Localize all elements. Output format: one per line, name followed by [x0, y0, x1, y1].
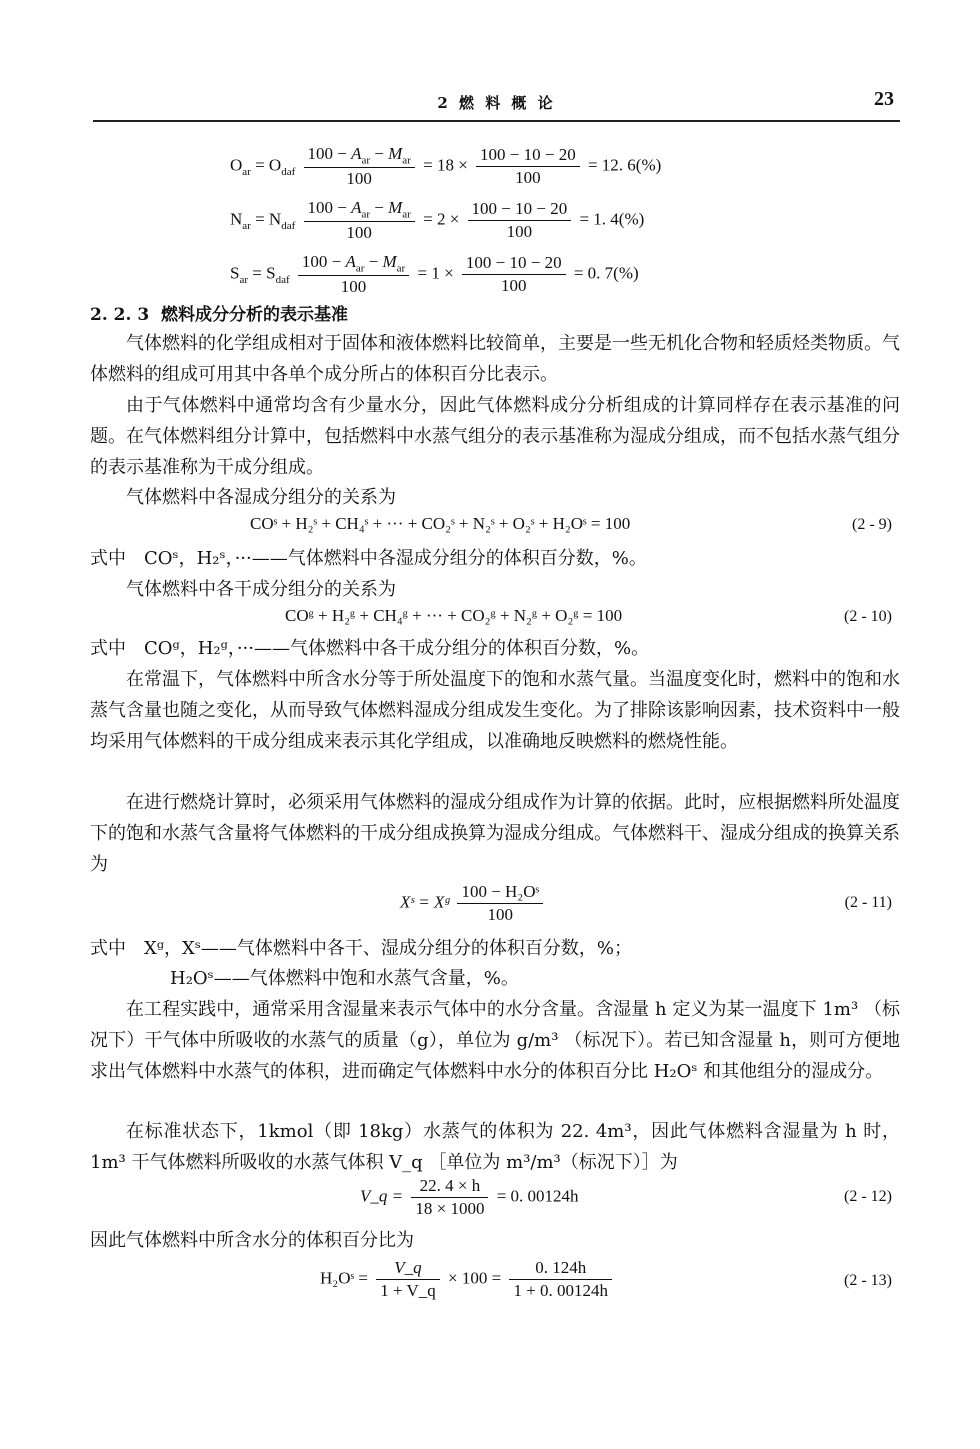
- equation-nitrogen: $N_{ar} = N_{daf}$ $\frac{100 - A_{ar} - M_{ar}}{100}$ = 2 × $\frac{100 - 10 - 20}{100}$ = 1. 4(%): [230, 198, 645, 243]
- equation-oxygen: $O_{ar} = O_{daf}$ $\frac{100 - A_{ar} - M_{ar}}{100}$ = 18 × $\frac{100 - 10 - 20}{100}$ = 12. 6(%): [230, 144, 662, 189]
- paragraph-1: 气体燃料的化学组成相对于固体和液体燃料比较简单，主要是一些无机化合物和轻质烃类物质。气体燃料的组成可用其中各单个成分所占的体积百分比表示。: [90, 333, 900, 385]
- paragraph-8: 在标准状态下，1kmol（即 18kg）水蒸气的体积为 22. 4m³，因此气体燃料含湿量为 h 时，1m³ 干气体燃料所吸收的水蒸气体积 V_q ［单位为 m³/m³（标况下）］为: [90, 1121, 900, 1173]
- equation-2-11: Xˢ = Xᵍ $\frac{\text{100 − H₂Oˢ}}{100}$ (2 - 11): [400, 882, 892, 924]
- paragraph-6: 在进行燃烧计算时，必须采用气体燃料的湿成分组成作为计算的依据。此时，应根据燃料所处温度下的饱和水蒸气含量将气体燃料的干成分组成换算为湿成分组成。气体燃料干、湿成分组成的换算关系为: [90, 792, 900, 875]
- where-2-10: 式中 COᵍ，H₂ᵍ，···——气体燃料中各干成分组分的体积百分数，%。: [90, 638, 650, 659]
- equation-2-10: COᵍ + H₂ᵍ + CH₄ᵍ + ··· + CO₂ᵍ + N₂ᵍ + O₂ᵍ = 100 (2 - 10): [285, 606, 892, 625]
- paragraph-5: 在常温下，气体燃料中所含水分等于所处温度下的饱和水蒸气量。当温度变化时，燃料中的饱和水蒸气含量也随之变化，从而导致气体燃料湿成分组成发生变化。为了排除该影响因素，技术资料中一般均采用气体燃料的干成分组成来表示其化学组成，以准确地反映燃料的燃烧性能。: [90, 669, 900, 752]
- equation-2-12: V_q = $\frac{22. 4 \times h}{18 \times 1000}$ = 0. 00124h (2 - 12): [360, 1176, 892, 1218]
- paragraph-3: 气体燃料中各湿成分组分的关系为: [126, 487, 396, 508]
- where-2-9: 式中 COˢ，H₂ˢ，···——气体燃料中各湿成分组分的体积百分数，%。: [90, 548, 647, 569]
- paragraph-7: 在工程实践中，通常采用含湿量来表示气体中的水分含量。含湿量 h 定义为某一温度下 1m³ （标况下）干气体中所吸收的水蒸气的质量（g），单位为 g/m³ （标况下）。若已知含湿量 h，则可方便地求出气体燃料中水蒸气的体积，进而确定气体燃料中水分的体积百分比 H₂Oˢ 和其他组分的湿成分。: [90, 999, 900, 1082]
- where-2-11-b: H₂Oˢ——气体燃料中饱和水蒸气含量，%。: [170, 968, 519, 989]
- paragraph-4: 气体燃料中各干成分组分的关系为: [126, 579, 396, 600]
- paragraph-2: 由于气体燃料中通常均含有少量水分，因此气体燃料成分分析组成的计算同样存在表示基准的问题。在气体燃料组分计算中，包括燃料中水蒸气组分的表示基准称为湿成分组成，而不包括水蒸气组分的表示基准称为干成分组成。: [90, 395, 900, 478]
- running-header: [93, 88, 900, 122]
- equation-2-9: COˢ + H₂ˢ + CH₄ˢ + ··· + CO₂ˢ + N₂ˢ + O₂ˢ + H₂Oˢ = 100 (2 - 9): [250, 514, 892, 533]
- section-heading: 2. 2. 3 燃料成分分析的表示基准: [90, 305, 349, 325]
- paragraph-9: 因此气体燃料中所含水分的体积百分比为: [90, 1230, 414, 1251]
- equation-2-13: H₂Oˢ = $\frac{V\_q}{1 + V\_q}$ × 100 = $\frac{0. 124h}{1 + 0. 00124h}$ (2 - 13): [320, 1258, 892, 1300]
- where-2-11-a: 式中 Xᵍ，Xˢ——气体燃料中各干、湿成分组分的体积百分数，%；: [90, 938, 632, 959]
- page-number: 23: [874, 88, 894, 110]
- equation-sulfur: $S_{ar} = S_{daf}$ $\frac{100 - A_{ar} - M_{ar}}{100}$ = 1 × $\frac{100 - 10 - 20}{100}$ = 0. 7(%): [230, 252, 639, 297]
- chapter-title: 2 燃 料 概 论: [437, 94, 556, 112]
